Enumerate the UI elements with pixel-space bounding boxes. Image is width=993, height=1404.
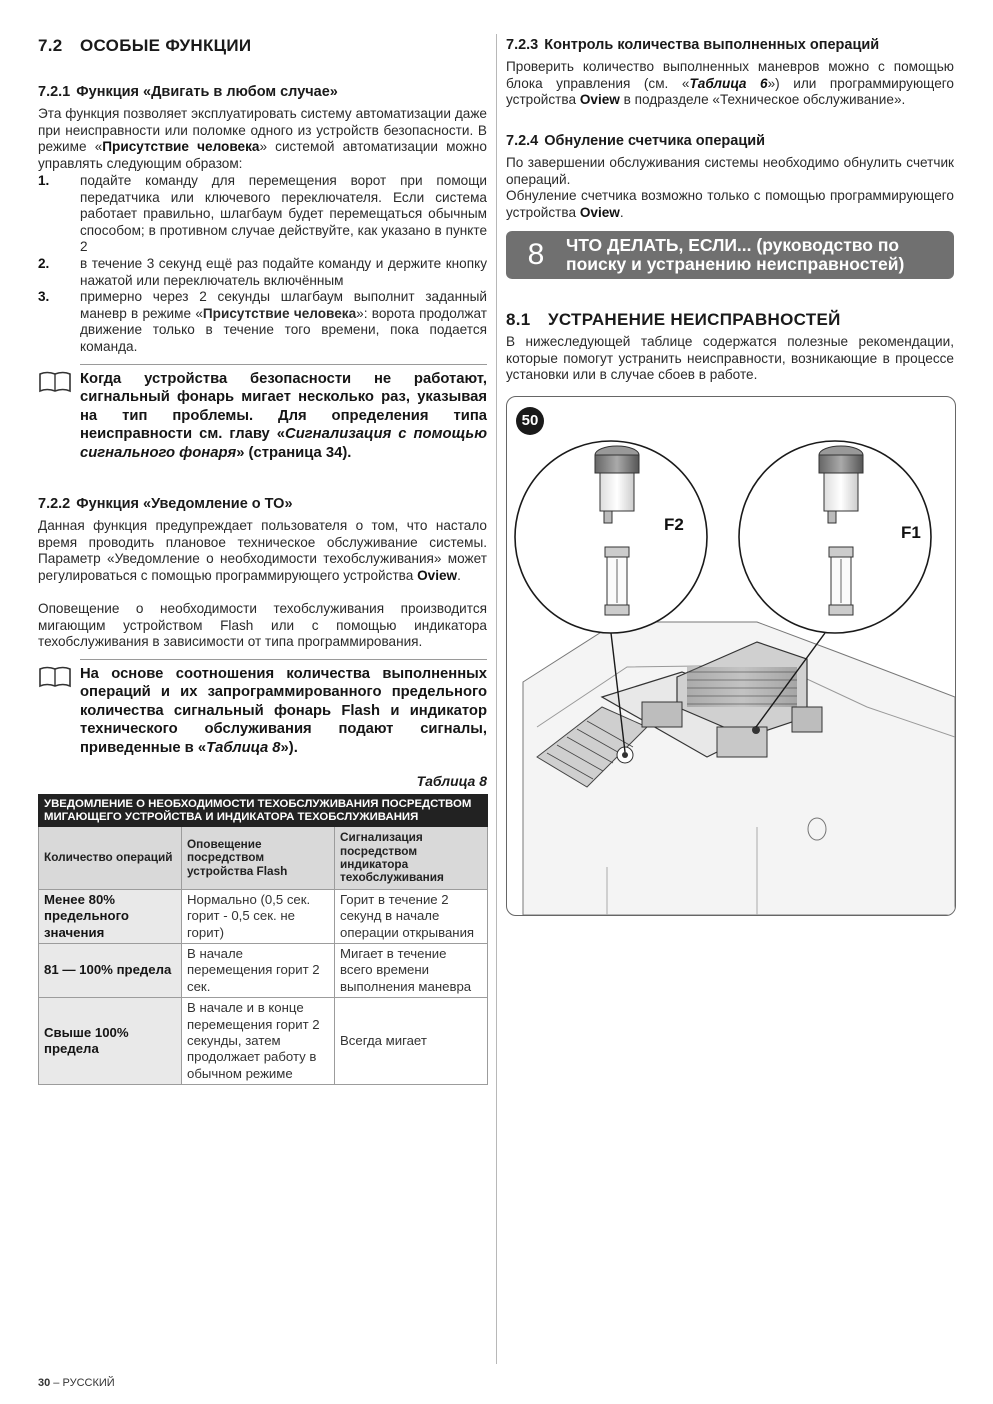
table-row [39,944,488,998]
heading-7-2-2 [38,496,293,512]
section-title: Функция «Уведомление о ТО» [76,496,293,512]
page-footer [38,1377,115,1389]
steps-list [38,173,487,356]
section-number: 7.2.4 [506,133,539,149]
paragraph-intro: Эта функция позволяет эксплуатировать систему автоматизации даже при неисправности или поломке одного из устройств безопасности. В режиме «Присутствие человека» системой автоматизации можно управлять следующим образом: [38,106,487,171]
table-cell: В начале и в конце перемещения горит 2 секунды, затем продолжает работу в обычном режиме [182,998,335,1085]
paragraph-troubleshooting: В нижеследующей таблице содержатся полезные рекомендации, которые помогут устранить неисправности, возникающие в процессе установки или в случае сбоев в работе. [506,334,954,383]
heading-8-1 [506,310,841,330]
paragraph-notification: Оповещение о необходимости техобслуживания производится мигающим устройством Flash или с помощью индикатора техобслуживания в зависимости от типа программирования. [38,601,487,650]
table-cell: Горит в течение 2 секунд в начале операции открывания [335,889,488,943]
table-row [39,998,488,1085]
heading-7-2 [38,36,251,56]
fuse-illustration [507,397,955,915]
table-cell: В начале перемещения горит 2 сек. [182,944,335,998]
chapter-banner [506,231,954,279]
figure-50 [506,396,956,916]
section-title: УСТРАНЕНИЕ НЕИСПРАВНОСТЕЙ [548,310,841,329]
chapter-number: 8 [527,238,545,271]
figure-badge: 50 [516,407,544,435]
column-divider [496,34,497,1364]
maintenance-table [38,794,488,1085]
table-header-cell: Сигнализация посредством индикатора техобслуживания [335,827,488,890]
book-icon [38,371,72,398]
table-cell: Менее 80% предельного значения [39,889,182,943]
table-cell: Нормально (0,5 сек. горит - 0,5 сек. не горит) [182,889,335,943]
note-text: На основе соотношения количества выполненных операций и их запрограммированного предельного количества сигнальный фонарь Flash и индикатор технического обслуживания подают сигналы, приведенные в «Таблица 8»). [80,666,487,756]
list-item: 2. в течение 3 секунд ещё раз подайте команду и держите кнопку нажатой или переключатель включённым [38,255,487,288]
book-icon [38,666,72,693]
section-number: 7.2.1 [38,84,71,100]
label-f1: F1 [901,523,921,542]
section-number: 7.2 [38,36,63,55]
table-row [39,889,488,943]
note-divider [80,364,487,365]
section-number: 8.1 [506,310,531,329]
table-cell: Всегда мигает [335,998,488,1085]
table-cell: Свыше 100% предела [39,998,182,1085]
paragraph-reset-oview: Обнуление счетчика возможно только с помощью программирующего устройства Oview. [506,188,954,220]
heading-7-2-1 [38,84,338,100]
list-item: 1. подайте команду для перемещения ворот при помощи передатчика или ключевого переключателя. Если система работает правильно, шлагбаум будет перемещаться обычным способом; в противном случае действуйте, как указано в пункте 2 [38,173,487,255]
note-table [38,665,487,757]
paragraph-maintenance: Данная функция предупреждает пользователя о том, что настало время проводить плановое техническое обслуживание системы. Параметр «Уведомление о необходимости техобслуживания» может регулироваться с помощью программирующего устройства Oview. [38,518,487,583]
page-number: 30 [38,1377,51,1389]
note-safety [38,370,487,462]
table-cell: Мигает в течение всего времени выполнения маневра [335,944,488,998]
section-title: ОСОБЫЕ ФУНКЦИИ [80,36,252,55]
chapter-title: ЧТО ДЕЛАТЬ, ЕСЛИ... (руководство по поиску и устранению неисправностей) [566,235,905,274]
table-header-cell: Количество операций [39,827,182,890]
note-divider [80,659,487,660]
paragraph-reset: По завершении обслуживания системы необходимо обнулить счетчик операций. [506,155,954,187]
table-cell: 81 — 100% предела [39,944,182,998]
heading-7-2-3 [506,37,879,53]
table-title: УВЕДОМЛЕНИЕ О НЕОБХОДИМОСТИ ТЕХОБСЛУЖИВАНИЯ ПОСРЕДСТВОМ МИГАЮЩЕГО УСТРОЙСТВА И ИНДИКАТОРА ТЕХОБСЛУЖИВАНИЯ [39,795,488,827]
section-number: 7.2.2 [38,496,71,512]
list-item: 3. примерно через 2 секунды шлагбаум выполнит заданный маневр в режиме «Присутствие человека»: ворота продолжат движение только в течение того времени, пока подается команда. [38,289,487,354]
paragraph-count: Проверить количество выполненных маневров можно с помощью блока управления (см. «Таблица 6») или программирующего устройства Oview в подразделе «Техническое обслуживание». [506,59,954,108]
section-title: Обнуление счетчика операций [544,133,766,149]
note-text: Когда устройства безопасности не работают, сигнальный фонарь мигает несколько раз, указывая на тип проблемы. Для определения типа неисправности см. главу «Сигнализация с помощью сигнального фонаря» (страница 34). [80,371,487,461]
heading-7-2-4 [506,133,765,149]
section-title: Контроль количества выполненных операций [544,37,880,53]
table-caption: Таблица 8 [416,773,487,789]
section-title: Функция «Двигать в любом случае» [76,84,338,100]
label-f2: F2 [664,515,684,534]
table-header-cell: Оповещение посредством устройства Flash [182,827,335,890]
section-number: 7.2.3 [506,37,539,53]
footer-language: – РУССКИЙ [50,1377,115,1389]
